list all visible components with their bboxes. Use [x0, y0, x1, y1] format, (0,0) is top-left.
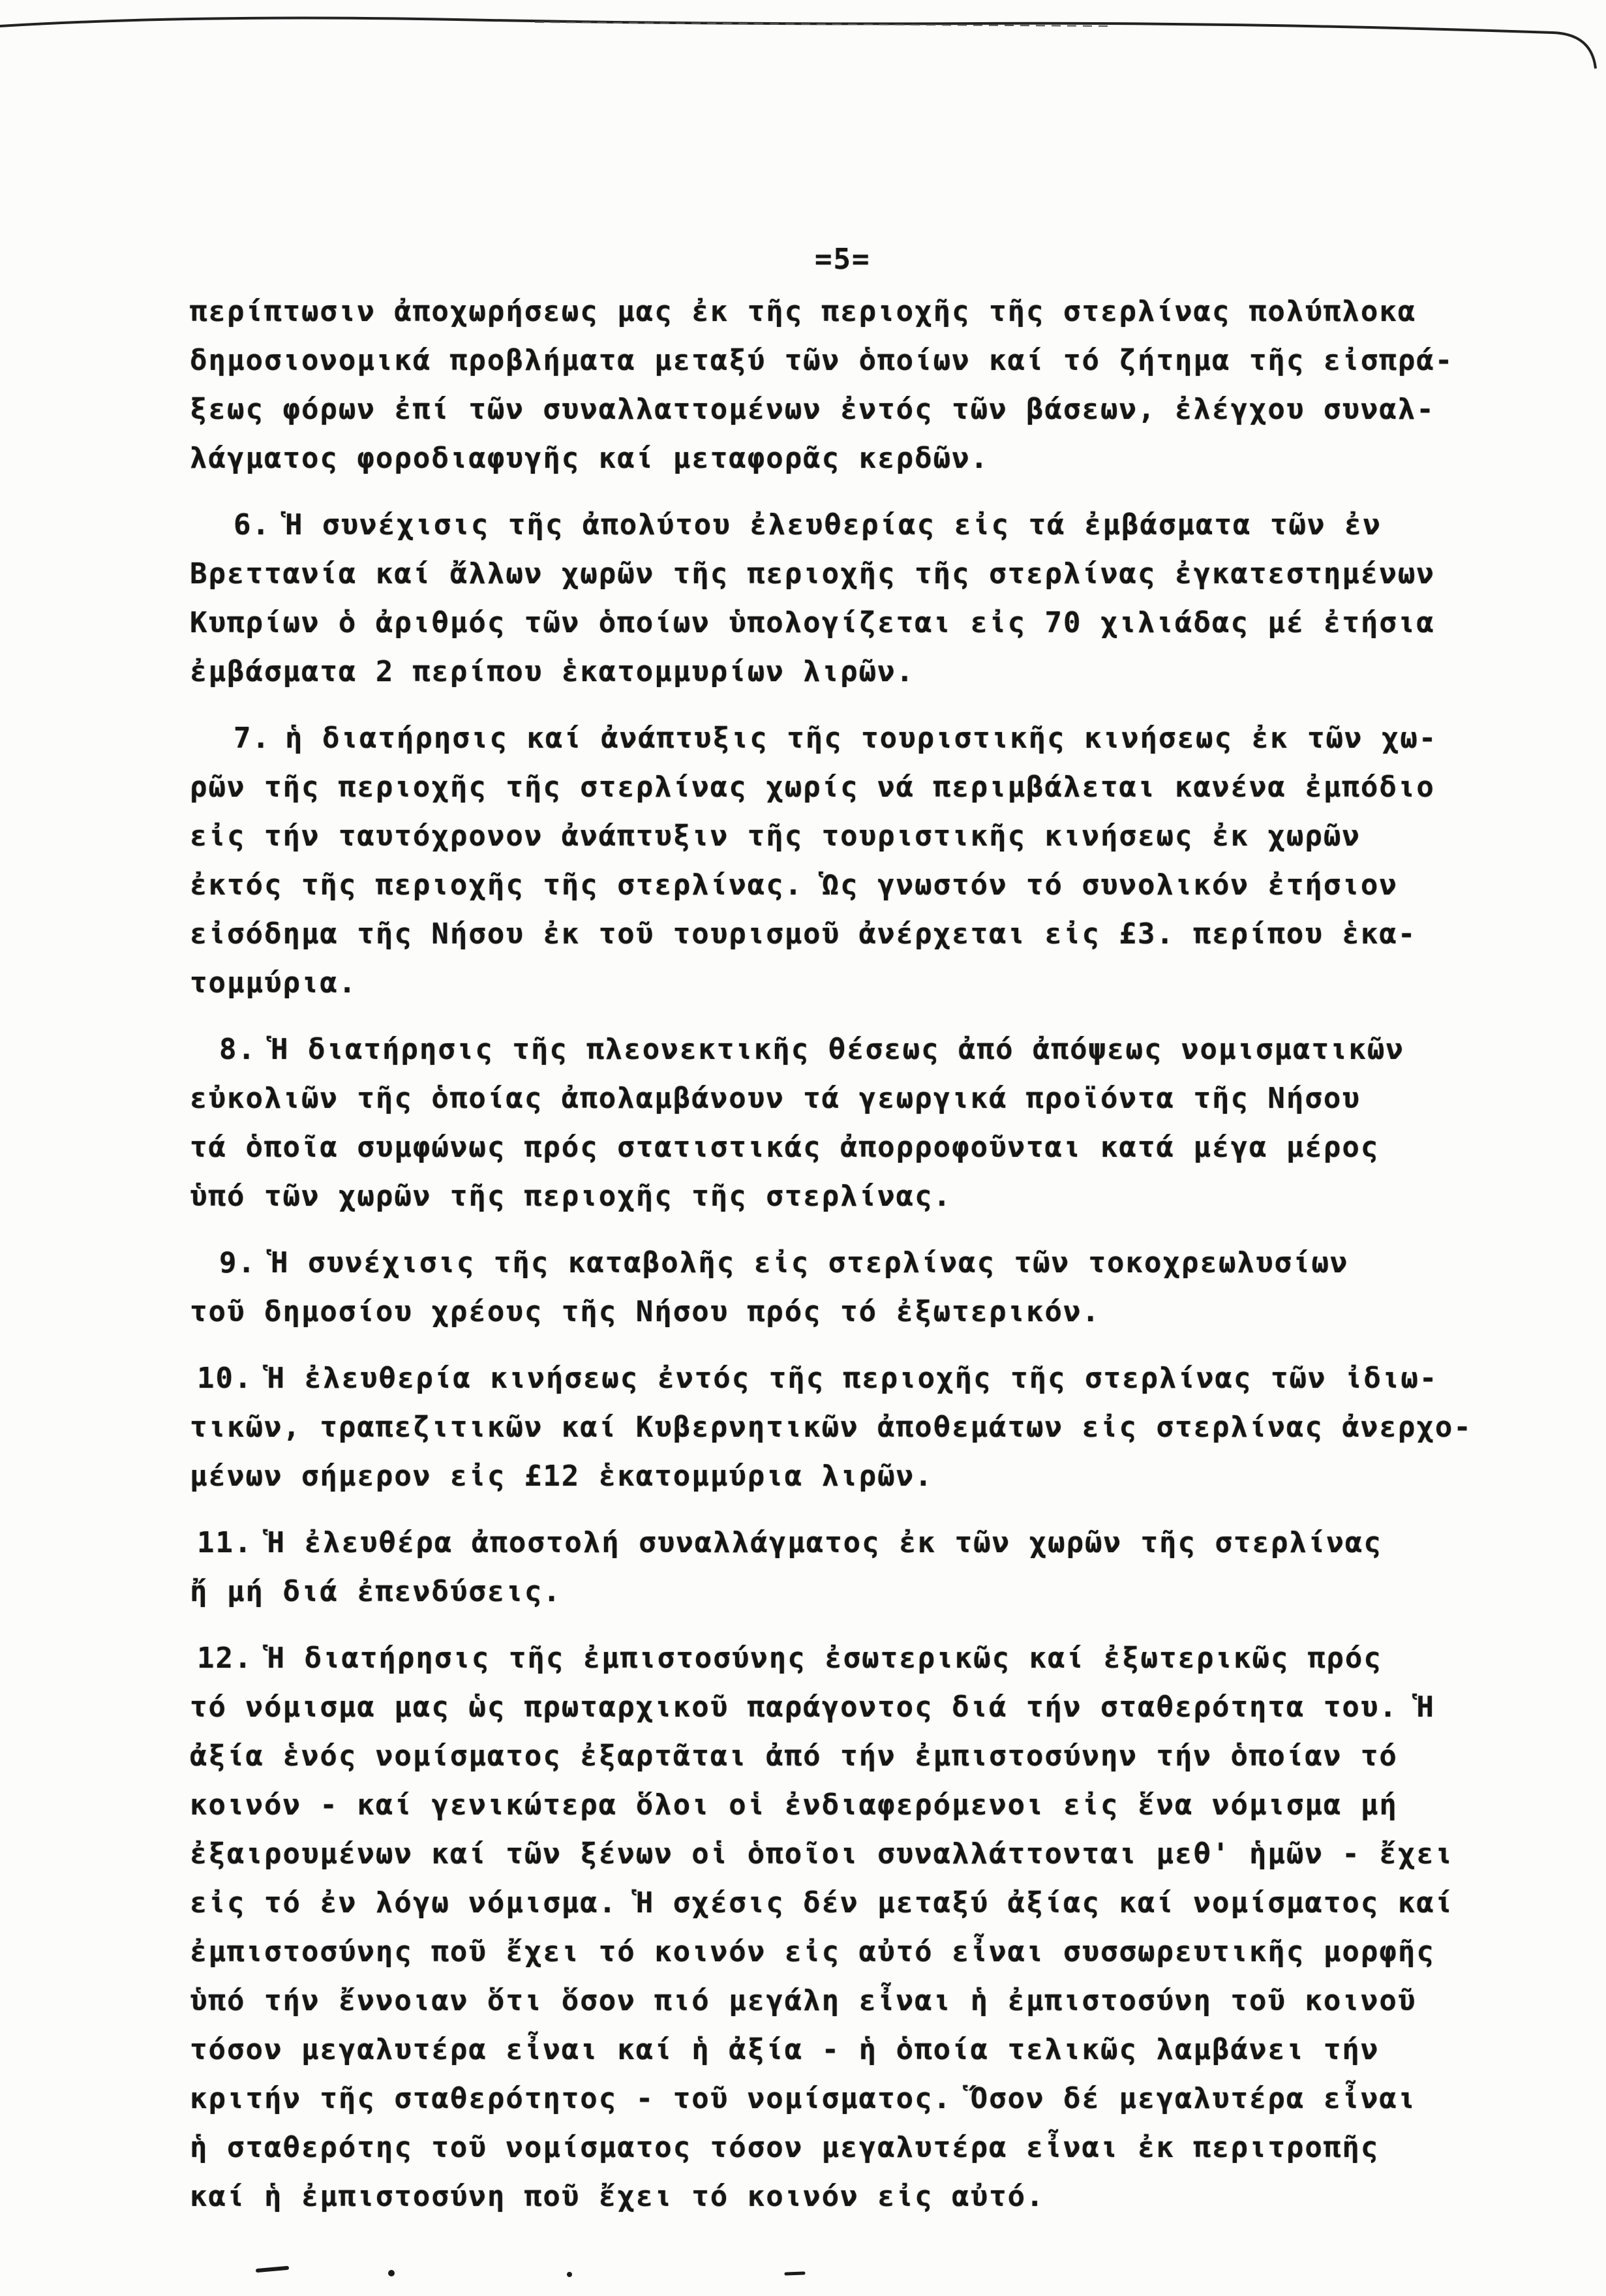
line-text: Ἡ συνέχισις τῆς καταβολῆς εἰς στερλίνας τῶν τοκοχρεωλυσίων — [270, 1246, 1349, 1279]
paragraph-item-10 — [0, 1354, 1606, 1501]
text-line: Κυπρίων ὁ ἀριθμός τῶν ὁποίων ὑπολογίζεται εἰς 70 χιλιάδας μέ ἐτήσια — [190, 606, 1435, 639]
text-line: τοῦ δημοσίου χρέους τῆς Νήσου πρός τό ἐξωτερικόν. — [190, 1295, 1101, 1328]
text-line: εἰς τήν ταυτόχρονον ἀνάπτυξιν τῆς τουριστικῆς κινήσεως ἐκ χωρῶν — [190, 819, 1361, 853]
text-line — [0, 1518, 1606, 1567]
text-line: ἐκτός τῆς περιοχῆς τῆς στερλίνας. Ὡς γνωστόν τό συνολικόν ἐτήσιον — [190, 868, 1398, 902]
text-line: δημοσιονομικά προβλήματα μεταξύ τῶν ὁποίων καί τό ζήτημα τῆς εἰσπρά- — [190, 344, 1454, 377]
text-line — [0, 1238, 1606, 1287]
text-line: μένων σήμερον εἰς £12 ἑκατομμύρια λιρῶν. — [190, 1460, 933, 1493]
text-line: ἡ σταθερότης τοῦ νομίσματος τόσον μεγαλυτέρα εἶναι ἐκ περιτροπῆς — [190, 2131, 1380, 2164]
text-line: τικῶν, τραπεζιτικῶν καί Κυβερνητικῶν ἀποθεμάτων εἰς στερλίνας ἀνερχο- — [190, 1411, 1472, 1444]
paragraph-item-9 — [0, 1238, 1606, 1336]
text-line: ἀξία ἑνός νομίσματος ἐξαρτᾶται ἀπό τήν ἐμπιστοσύνην τήν ὁποίαν τό — [190, 1739, 1398, 1773]
line-text: Ἡ ἐλευθερία κινήσεως ἐντός τῆς περιοχῆς τῆς στερλίνας τῶν ἰδιω- — [267, 1362, 1438, 1395]
text-line: εἰς τό ἐν λόγω νόμισμα. Ἡ σχέσις δέν μεταξύ ἀξίας καί νομίσματος καί — [190, 1886, 1454, 1920]
scan-bottom-marks — [0, 2244, 1606, 2296]
item-number: 6. — [234, 508, 271, 542]
line-text: ἡ διατήρησις καί ἀνάπτυξις τῆς τουριστικῆς κινήσεως ἐκ τῶν χω- — [284, 722, 1438, 755]
item-number: 10. — [197, 1362, 253, 1395]
document-body — [0, 287, 1606, 2221]
item-number: 8. — [219, 1033, 256, 1066]
text-line — [0, 500, 1606, 549]
text-line: τομμύρια. — [190, 966, 357, 1000]
text-line: καί ἡ ἐμπιστοσύνη ποῦ ἔχει τό κοινόν εἰς αὐτό. — [190, 2180, 1045, 2213]
item-number: 12. — [197, 1642, 253, 1675]
line-text: Ἡ διατήρησις τῆς πλεονεκτικῆς θέσεως ἀπό ἀπόψεως νομισματικῶν — [270, 1033, 1404, 1066]
text-line: κριτήν τῆς σταθερότητος - τοῦ νομίσματος. Ὅσον δέ μεγαλυτέρα εἶναι — [190, 2082, 1417, 2115]
line-text: Ἡ διατήρησις τῆς ἐμπιστοσύνης ἐσωτερικῶς καί ἐξωτερικῶς πρός — [267, 1642, 1382, 1675]
text-line: εὐκολιῶν τῆς ὁποίας ἀπολαμβάνουν τά γεωργικά προϊόντα τῆς Νήσου — [190, 1082, 1361, 1115]
intro-paragraph — [0, 287, 1606, 483]
text-line: ὑπό τῶν χωρῶν τῆς περιοχῆς τῆς στερλίνας. — [190, 1180, 952, 1213]
text-line — [0, 714, 1606, 763]
paragraph-item-12 — [0, 1634, 1606, 2221]
text-line: ὑπό τήν ἔννοιαν ὅτι ὅσον πιό μεγάλη εἶναι ἡ ἐμπιστοσύνη τοῦ κοινοῦ — [190, 1984, 1417, 2017]
page-number: =5= — [815, 243, 871, 276]
text-line: τόσον μεγαλυτέρα εἶναι καί ἡ ἀξία - ἡ ὁποία τελικῶς λαμβάνει τήν — [190, 2033, 1380, 2066]
text-line: τά ὁποῖα συμφώνως πρός στατιστικάς ἀπορροφοῦνται κατά μέγα μέρος — [190, 1131, 1380, 1164]
text-line: ἐμπιστοσύνης ποῦ ἔχει τό κοινόν εἰς αὐτό εἶναι συσσωρευτικῆς μορφῆς — [190, 1935, 1435, 1968]
line-text: Ἡ συνέχισις τῆς ἀπολύτου ἐλευθερίας εἰς τά ἐμβάσματα τῶν ἐν — [284, 508, 1382, 542]
text-line: Βρεττανία καί ἄλλων χωρῶν τῆς περιοχῆς τῆς στερλίνας ἐγκατεστημένων — [190, 557, 1435, 590]
paragraph-item-8 — [0, 1025, 1606, 1221]
scan-top-edge — [0, 0, 1606, 91]
text-line: ἐξαιρουμένων καί τῶν ξένων οἱ ὁποῖοι συναλλάττονται μεθ' ἡμῶν - ἔχει — [190, 1837, 1454, 1871]
text-line — [0, 1634, 1606, 1683]
line-text: Ἡ ἐλευθέρα ἀποστολή συναλλάγματος ἐκ τῶν χωρῶν τῆς στερλίνας — [267, 1526, 1382, 1559]
text-line: ξεως φόρων ἐπί τῶν συναλλαττομένων ἐντός τῶν βάσεων, ἐλέγχου συναλ- — [190, 393, 1435, 426]
text-line: ρῶν τῆς περιοχῆς τῆς στερλίνας χωρίς νά περιμβάλεται κανένα ἐμπόδιο — [190, 771, 1435, 804]
item-number: 11. — [197, 1526, 253, 1559]
paragraph-item-11 — [0, 1518, 1606, 1616]
text-line: τό νόμισμα μας ὡς πρωταρχικοῦ παράγοντος διά τήν σταθερότητα του. Ἡ — [190, 1691, 1435, 1724]
item-number: 9. — [219, 1246, 256, 1279]
text-line: εἰσόδημα τῆς Νήσου ἐκ τοῦ τουρισμοῦ ἀνέρχεται εἰς £3. περίπου ἑκα- — [190, 917, 1417, 951]
item-number: 7. — [234, 722, 271, 755]
text-line — [0, 1025, 1606, 1074]
paragraph-item-6 — [0, 500, 1606, 696]
text-line — [0, 1354, 1606, 1403]
text-line: κοινόν - καί γενικώτερα ὅλοι οἱ ἐνδιαφερόμενοι εἰς ἕνα νόμισμα μή — [190, 1788, 1398, 1822]
text-line: ἤ μή διά ἐπενδύσεις. — [190, 1575, 562, 1608]
paragraph-item-7 — [0, 714, 1606, 1007]
text-line: λάγματος φοροδιαφυγῆς καί μεταφορᾶς κερδῶν. — [190, 442, 990, 475]
text-line: περίπτωσιν ἀποχωρήσεως μας ἐκ τῆς περιοχῆς τῆς στερλίνας πολύπλοκα — [190, 295, 1417, 328]
text-line: ἐμβάσματα 2 περίπου ἑκατομμυρίων λιρῶν. — [190, 655, 915, 688]
